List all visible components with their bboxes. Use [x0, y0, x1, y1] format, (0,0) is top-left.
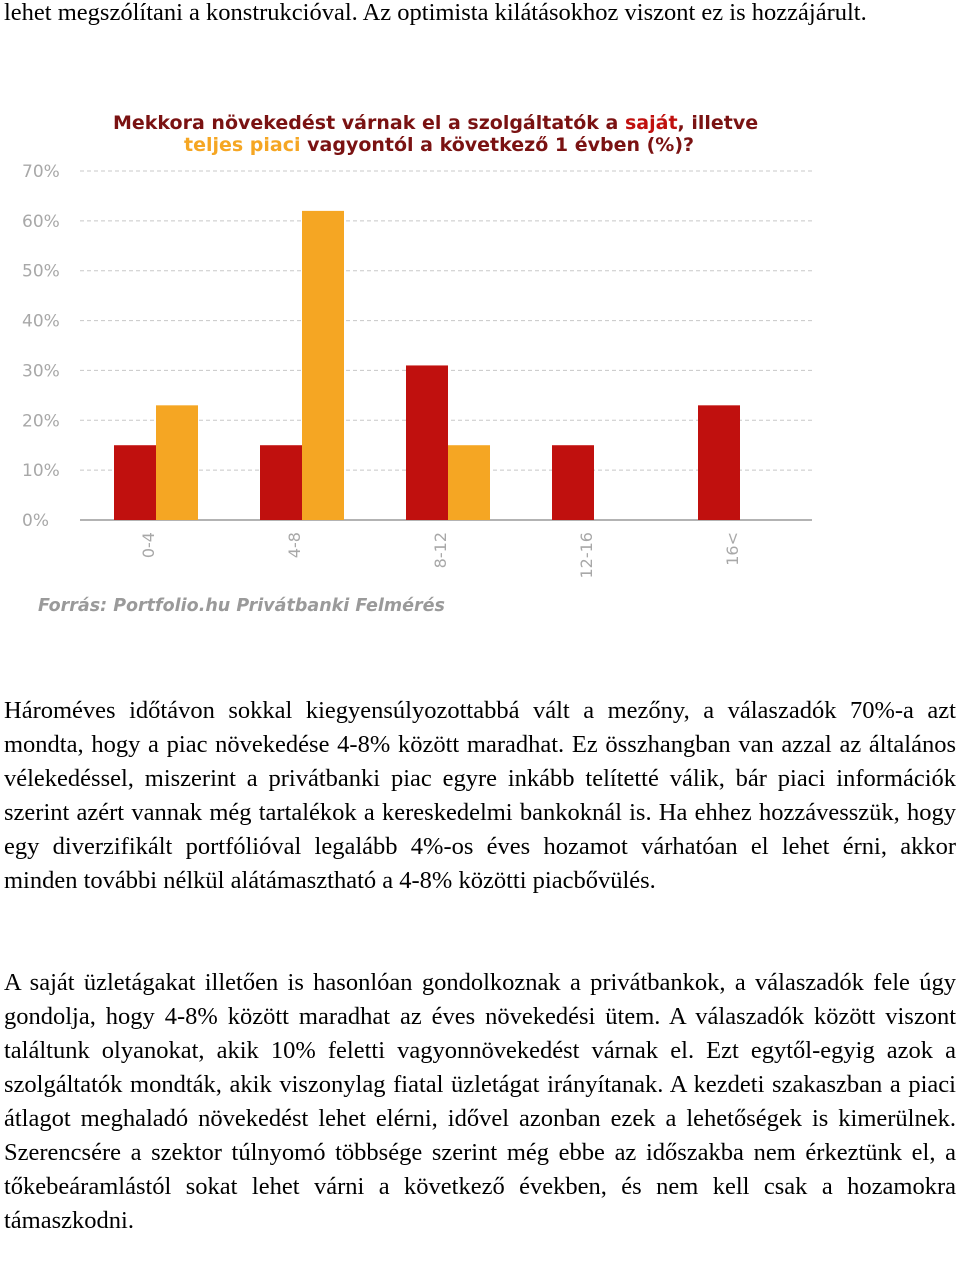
- y-tick-label: 70%: [22, 162, 60, 182]
- chart-title-own: saját: [625, 112, 678, 134]
- y-tick-label: 60%: [22, 211, 60, 232]
- chart-title-part3: vagyontól a következő 1 évben (%)?: [300, 134, 695, 156]
- bar-market-0-4: [156, 405, 198, 520]
- bar-own-0-4: [114, 445, 156, 520]
- y-tick-label: 10%: [22, 461, 60, 482]
- chart-title-part2: , illetve: [677, 112, 759, 134]
- chart-title-market: teljes piaci: [184, 134, 301, 156]
- x-tick-label: 0-4: [139, 532, 158, 559]
- y-tick-label: 50%: [22, 261, 60, 282]
- y-tick-label: 20%: [22, 411, 60, 432]
- x-tick-label: 8-12: [431, 532, 450, 569]
- bar-market-8-12: [448, 445, 490, 520]
- chart-title-part1: Mekkora növekedést várnak el a szolgáltatók a: [113, 112, 625, 134]
- chart-x-axis: [139, 532, 742, 579]
- chart-title-line2: [184, 134, 694, 156]
- bar-own-8-12: [406, 365, 448, 520]
- chart-title-line1: [113, 112, 758, 134]
- bar-chart: [0, 95, 830, 635]
- bar-own-12-16: [552, 445, 594, 520]
- intro-paragraph: lehet megszólítani a konstrukcióval. Az optimista kilátásokhoz viszont ez is hozzájárult.: [4, 0, 867, 26]
- y-tick-label: 40%: [22, 311, 60, 332]
- y-tick-label: 30%: [22, 361, 60, 382]
- chart-source: Forrás: Portfolio.hu Privátbanki Felmérés: [38, 596, 445, 616]
- y-tick-label: 0%: [22, 511, 49, 531]
- x-tick-label: 16<: [723, 532, 742, 566]
- body-paragraph-1: Hároméves időtávon sokkal kiegyensúlyozottabbá vált a mezőny, a válaszadók 70%-a azt mondta, hogy a piac növekedése 4-8% között maradhat. Ez összhangban van azzal az általános vélekedéssel, miszerint a privátbanki piac egyre inkább telítetté válik, bár piaci információk szerint azért vannak még tartalékok a kereskedelmi bankoknál is. Ha ehhez hozzávesszük, hogy egy diverzifikált portfólióval legalább 4%-os éves hozamot várhatóan el lehet érni, akkor minden további nélkül alátámasztható a 4-8% közötti piacbővülés.: [4, 697, 956, 894]
- bar-own-16<: [698, 405, 740, 520]
- bar-market-4-8: [302, 211, 344, 520]
- body-paragraph-2: A saját üzletágakat illetően is hasonlóan gondolkoznak a privátbankok, a válaszadók fele úgy gondolja, hogy 4-8% között maradhat az éves növekedési ütem. A válaszadók között viszont találtunk olyanokat, akik 10% feletti vagyonnövekedést várnak el. Ezt egytől-egyig azok a szolgáltatók mondták, akik viszonylag fiatal üzletágat irányítanak. A kezdeti szakaszban a piaci átlagot meghaladó növekedést lehet elérni, idővel azonban ezek a lehetőségek is kimerülnek. Szerencsére a szektor túlnyomó többsége szerint még ebbe az időszakba nem érkeztünk el, a tőkebeáramlástól sokat lehet várni a következő években, és nem kell csak a hozamokra támaszkodni.: [4, 969, 956, 1234]
- bar-own-4-8: [260, 445, 302, 520]
- chart-bars: [114, 211, 740, 520]
- chart-y-axis: [22, 162, 60, 531]
- x-tick-label: 12-16: [577, 532, 596, 579]
- x-tick-label: 4-8: [285, 532, 304, 559]
